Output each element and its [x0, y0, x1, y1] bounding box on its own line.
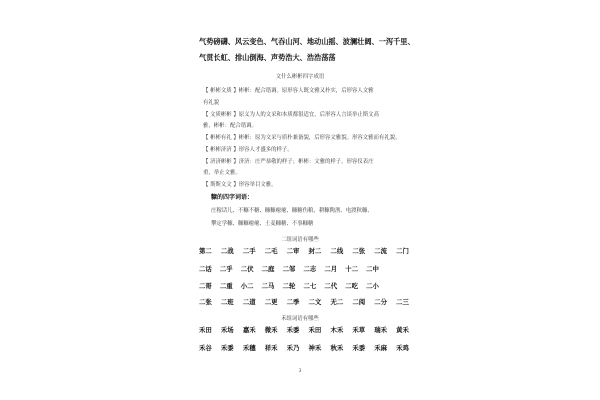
word: 二代 [324, 282, 338, 290]
text-line: 雅，彬彬：配合谐调。 [203, 123, 257, 129]
word: 禾黍 [352, 344, 366, 352]
word: 二邹 [282, 265, 296, 273]
word: 瑞禾 [374, 326, 388, 334]
word: 二门 [396, 247, 409, 255]
word: 二更 [264, 298, 278, 306]
word: 二重 [219, 282, 233, 290]
text-line: 【 彬彬有礼 】彬彬：原为文采与质朴兼备貌，后形容文雅貌。形容文雅而有礼貌。 [203, 135, 401, 141]
word: 木禾 [330, 326, 344, 334]
word: 嘉禾 [242, 326, 256, 334]
section-heading: 禾组词语有哪些 [281, 316, 319, 322]
word: 禾鸡 [396, 344, 409, 352]
word: 二张 [352, 247, 366, 255]
page-number: 3 [298, 369, 302, 374]
word: 二志 [303, 265, 317, 273]
word: 二吃 [345, 282, 359, 290]
word: 禾田 [308, 326, 322, 334]
word: 禾黍 [220, 344, 234, 352]
word-grid-row [199, 264, 379, 273]
word: 二战 [220, 247, 234, 255]
text-line: 【 彬彬文质 】彬彬：配合谐调。原形容人既文雅又朴实，后形容人文雅 [203, 88, 374, 94]
text-line: 攀定学糠、糠糠瘪瘪、土麦糠糖、不事糠糖 [211, 221, 314, 227]
word: 二话 [199, 265, 212, 273]
word: 二哥 [199, 282, 212, 290]
text-line: 气势磅礴、风云变色、气吞山河、地动山摇、波澜壮阔、一泻千里、 [199, 37, 415, 46]
word: 二伏 [240, 265, 254, 273]
word: 二线 [330, 247, 344, 255]
word: 禾田 [199, 326, 212, 334]
word: 禾乃 [286, 344, 300, 352]
word: 二班 [220, 298, 234, 306]
section-heading: 文什么彬彬四字成语 [275, 74, 325, 80]
word-grid-row [199, 246, 409, 255]
section-heading: 糠的四字词语： [211, 194, 254, 201]
text-line: 重，举止文雅。 [203, 170, 241, 176]
text-line: 【 济济彬彬 】济济：庄严恭敬的样子；彬彬：文雅的样子。形容仪表庄 [203, 159, 374, 165]
word: 二月 [324, 265, 338, 273]
word: 二马 [261, 282, 275, 290]
word: 二文 [308, 298, 322, 306]
word: 二审 [286, 247, 300, 255]
word: 封二 [308, 247, 322, 255]
word: 二七 [303, 282, 317, 290]
text-line: 有礼貌 [203, 100, 220, 106]
word: 黄禾 [396, 326, 409, 334]
word: 禾麻 [374, 344, 388, 352]
word: 二道 [242, 298, 256, 306]
word: 二阅 [352, 298, 366, 306]
word: 神禾 [308, 344, 322, 352]
word-grid-row [199, 297, 409, 306]
section-heading: 二组词语有哪些 [281, 237, 319, 243]
word: 二流 [374, 247, 388, 255]
word-grid-row [199, 325, 409, 334]
word: 二轮 [282, 282, 296, 290]
word: 二三 [396, 298, 409, 306]
text-line: 【 文质彬彬 】原义为人的文采和本质都很适宜，后形容人言谈举止斯文高 [203, 112, 379, 118]
text-line: 【 彬彬济济 】形容人才盛多的样子。 [203, 147, 293, 153]
word: 十二 [345, 265, 359, 273]
word: 微禾 [264, 326, 278, 334]
word: 无二 [330, 298, 344, 306]
word: 二张 [199, 298, 212, 306]
word: 禾谷 [199, 344, 212, 352]
word: 祥禾 [264, 344, 278, 352]
word: 二庭 [261, 265, 275, 273]
word-grid-row [199, 343, 409, 352]
word: 禾草 [352, 326, 366, 334]
word: 禾穗 [242, 344, 256, 352]
text-line: 气贯长虹、排山倒海、声势浩大、浩浩荡荡 [199, 53, 336, 62]
word: 第二 [199, 247, 212, 255]
word: 二分 [374, 298, 388, 306]
word: 二季 [286, 298, 300, 306]
text-line: 【 斯斯文文 】形容举目文雅。 [203, 182, 277, 188]
word: 小二 [240, 282, 254, 290]
word: 二手 [242, 247, 256, 255]
word: 禾场 [220, 326, 234, 334]
word: 二毛 [264, 247, 278, 255]
word: 二中 [366, 265, 379, 273]
word: 秋禾 [330, 344, 344, 352]
word-grid-row [199, 281, 379, 290]
word: 二乎 [219, 265, 233, 273]
word: 二小 [366, 282, 379, 290]
text-line: 庄稼话儿、不糠不糖、糠糠瘪瘪、糠糖伤粮、耕糠陶渔、电渡秋糠、 [211, 208, 373, 214]
word: 禾黍 [286, 326, 300, 334]
